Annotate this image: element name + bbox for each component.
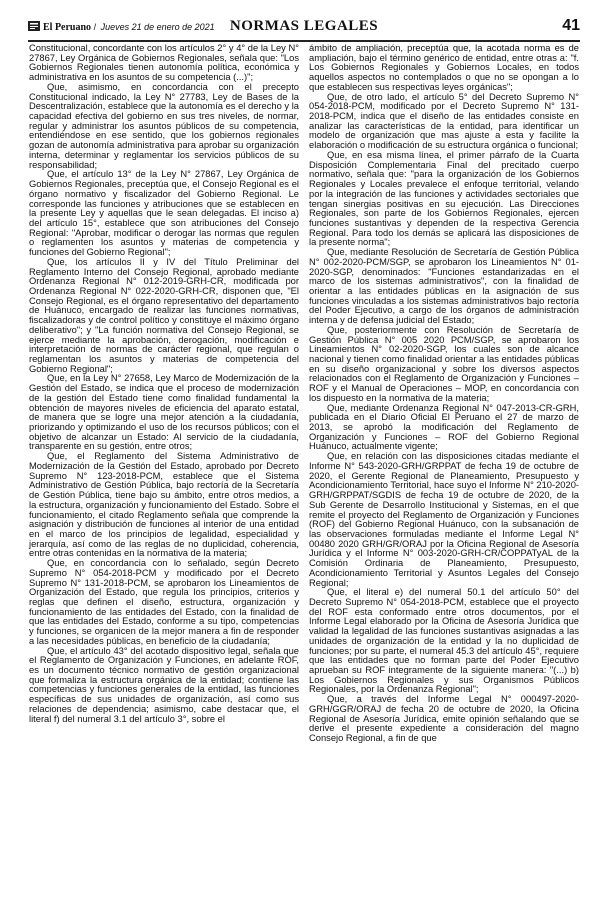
- page-header: [28, 18, 580, 42]
- right-column: [309, 44, 579, 744]
- publication-name: El Peruano: [43, 22, 92, 33]
- paragraph: Que, a través del Informe Legal N° 000497-2020-GRH/GGR/ORAJ de fecha 20 de octubre de 2020, la Oficina Regional de Asesoría Jurídica, emite opinión señalando que se derive el presente expediente a consideración del magno Consejo Regional, a fin de que: [309, 694, 579, 744]
- left-column: [29, 44, 299, 724]
- paragraph: Que, el artículo 43° del acotado dispositivo legal, señala que el Reglamento de Organización y Funciones, en adelante ROF, es un documento técnico normativo de gestión organizacional que formaliza la estructura orgánica de la entidad; contiene las competencias y funciones generales de la entidad, las funciones específicas de sus unidades de organización, así como sus relaciones de dependencia; asimismo, cabe destacar que, el literal f) del numeral 3.1 del artículo 3°, sobre el: [29, 645, 299, 724]
- paragraph: ámbito de ampliación, preceptúa que, la acotada norma es de ampliación, bajo el término genérico de entidad, entre otras a: "f. Los Gobiernos Regionales y Gobiernos Locales, en todos aquellos aspectos no contemplados o que no se opongan a lo que establecen sus respectivas leyes orgánicas";: [309, 43, 579, 92]
- issue-date: Jueves 21 de enero de 2021: [100, 22, 215, 32]
- paragraph: Que, el literal e) del numeral 50.1 del artículo 50° del Decreto Supremo N° 054-2018-PCM, establece que el proyecto del ROF esta conformado entre otros documentos, por el Informe Legal elaborado por la Oficina de Asesoría Jurídica que validad la legalidad de las funciones sustantivas asignadas a las unidades de organización de la entidad y la no duplicidad de funciones; por su parte, el numeral 45.3 del artículo 45°, requiere que las entidades que no forman parte del Poder Ejecutivo aprueban su ROF integramente de la siguiente manera: "(...) b) Los Gobiernos Regionales y sus Organismos Públicos Regionales, por la Ordenanza Regional";: [309, 587, 579, 695]
- page-number: 41: [562, 17, 580, 34]
- publication-brand: El Peruano / Jueves 21 de enero de 2021: [28, 21, 215, 33]
- paragraph: Que, el artículo 13° de la Ley N° 27867, Ley Orgánica de Gobiernos Regionales, preceptúa que, el Consejo Regional es el órgano normativo y fiscalizador del Gobierno Regional. Le corresponde las funciones y atribuciones que se establecen en la presente Ley y aquellas que le sean delegadas. El inciso a) del artículo 15°, establece que son atribuciones del Consejo Regional: "Aprobar, modificar o derogar las normas que regulen o reglamenten los asuntos y materias de competencia y funciones del Gobierno Regional";: [29, 169, 299, 258]
- paragraph: Que, asimismo, en concordancia con el precepto Constitucional indicado, la Ley N° 27783, Ley de Bases de la Descentralización, establece que la autonomía es el derecho y la capacidad efectiva del gobierno en sus tres niveles, de normar, regular y administrar los asuntos públicos de su competencia, entendiéndose en ese sentido, que los gobiernos regionales gozan de autonomía administrativa para aprobar su organización interna, determinar y reglamentar los servicios públicos de su responsabilidad;: [29, 81, 299, 170]
- paragraph: Que, el Reglamento del Sistema Administrativo de Modernización de la Gestión del Estado, aprobado por Decreto Supremo N° 123-2018-PCM, establece que el Sistema Administrativo de Gestión Pública, bajo rectoría de la Secretaría de Gestión Pública, tiene bajo su ámbito, entre otros medios, a la estructura, organización y funcionamiento del Estado. Sobre el funcionamiento, el citado Reglamento señala que comprende la asignación y distribución de funciones al interior de una entidad en el marco de los principios de legalidad, especialidad y jerarquía, así como de las reglas de no duplicidad, coherencia, entre otras contenidas en la normativa de la materia;: [29, 451, 299, 559]
- paragraph: Que, los artículos II y IV del Título Preliminar del Reglamento Interno del Consejo Regional, aprobado mediante Ordenanza Regional N° 012-2019-GRH-CR, modificada por Ordenanza Regional N° 022-2020-GRH-CR, disponen que, "El Consejo Regional, es el órgano representativo del departamento de Huánuco, encargado de realizar las funciones normativas, fiscalizadoras y de control político y constituye el máximo órgano deliberativo"; y "La función normativa del Consejo Regional, se ejerce mediante la aprobación, derogación, modificación e interpretación de normas de carácter regional, que regulan o reglamentan los asuntos y materias de competencia del Gobierno Regional";: [29, 256, 299, 374]
- paragraph: Que, en la Ley N° 27658, Ley Marco de Modernización de la Gestión del Estado, se indica que el proceso de modernización de la gestión del Estado tiene como finalidad fundamental la obtención de mayores niveles de eficiencia del aparato estatal, de manera que se logre una mejor atención a la ciudadanía, priorizando y optimizando el uso de los recursos públicos; con el objetivo de alcanzar un Estado: Al servicio de la ciudadanía, transparente en su gestión, entre otros;: [29, 373, 299, 452]
- paragraph: Que, en esa misma línea, el primer párrafo de la Cuarta Disposición Complementaria Final del precitado cuerpo normativo, señala que: "para la organización de los Gobiernos Regionales y Locales prevalece el enfoque territorial, velando por la integración de las funciones y actividades sectoriales que tengan sinergias positivas en su ejecución. Las Direcciones Regionales, son parte de los Gobiernos Regionales, ejercen funciones sustantivas y dependen de la respectiva Gerencia Regional. Para todo los demás se aplicará las disposiciones de la presente norma";: [309, 149, 579, 248]
- paragraph: Que, mediante Ordenanza Regional N° 047-2013-CR-GRH, publicada en el Diario Oficial El Peruano el 27 de marzo de 2013, se aprobó la modificación del Reglamento de Organización y Funciones – ROF del Gobierno Regional Huánuco, actualmente vigente;: [309, 402, 579, 452]
- paragraph: Que, de otro lado, el artículo 5° del Decreto Supremo N° 054-2018-PCM, modificado por el Decreto Supremo N° 131-2018-PCM, indica que el diseño de las entidades consiste en analizar las características de la entidad, para identificar un modelo de organización que mas ajuste a esta y facilite la elaboración o modificación de su estructura orgánica o funcional;: [309, 91, 579, 151]
- paragraph: Que, en relación con las disposiciones citadas mediante el Informe N° 543-2020-GRH/GRPPAT de fecha 19 de octubre de 2020, el Gerente Regional de Planeamiento, Presupuesto y Acondicionamiento Territorial, hace suyo el Informe N° 210-2020-GRH/GRPPAT/SGDIS de fecha 19 de octubre de 2020, de la Sub Gerente de Desarrollo Institucional y Sistemas, en el que remite el proyecto del Reglamento de Organización y Funciones (ROF) del Gobierno Regional Huánuco, con la subsanación de las observaciones formuladas mediante el Informe Legal N° 00480 2020 GRH/GR/ORAJ por la Oficina Regional de Asesoría Jurídica y el Informe N° 003-2020-GRH-CR/COPPATyAL de la Comisión Ordinaria de Planeamiento, Presupuesto, Acondicionamiento Territorial y Asuntos Legales del Consejo Regional;: [309, 451, 580, 588]
- paragraph: Que, en concordancia con lo señalado, según Decreto Supremo N° 054-2018-PCM y modificado por el Decreto Supremo N° 131-2018-PCM, se aprobaron los Lineamientos de Organización del Estado, que regula los principios, criterios y reglas que definen el diseño, estructura, organización y funcionamiento de las entidades del Estado, con la finalidad de que las entidades del Estado, conforme a su tipo, competencias y funciones, se organicen de la mejor manera a fin de responder a las necesidades públicas, en beneficio de la ciudadanía;: [29, 558, 299, 646]
- paragraph: Constitucional, concordante con los artículos 2° y 4° de la Ley N° 27867, Ley Orgánica de Gobiernos Regionales, señala que: "Los Gobiernos Regionales tienen autonomía política, económica y administrativa en los asuntos de su competencia (...)";: [29, 43, 299, 83]
- paragraph: Que, mediante Resolución de Secretaría de Gestión Pública N° 002-2020-PCM/SGP, se aprobaron los Lineamientos N° 01-2020-SGP, denominados: "Funciones estandarizadas en el marco de los sistemas administrativos", con la finalidad de orientar a las entidades públicas en la asignación de sus funciones vinculadas a los sistemas administrativos bajo rectoría del Poder Ejecutivo, a cargo de los órganos de administración interna y de defensa judicial del Estado;: [309, 247, 579, 326]
- section-title: NORMAS LEGALES: [229, 18, 379, 34]
- paragraph: Que, posteriormente con Resolución de Secretaría de Gestión Pública N° 005 2020 PCM/SGP, se aprobaron los Lineamientos N° 02-2020-SGP, los cuales son de alcance nacional y tienen como finalidad orientar a las entidades públicas en su diseño organizacional y sobre los diversos aspectos relacionados con el Reglamento de Organización y Funciones – ROF y el Manual de Operaciones – MOP, en concordancia con los dispuesto en la normativa de la materia;: [309, 324, 579, 403]
